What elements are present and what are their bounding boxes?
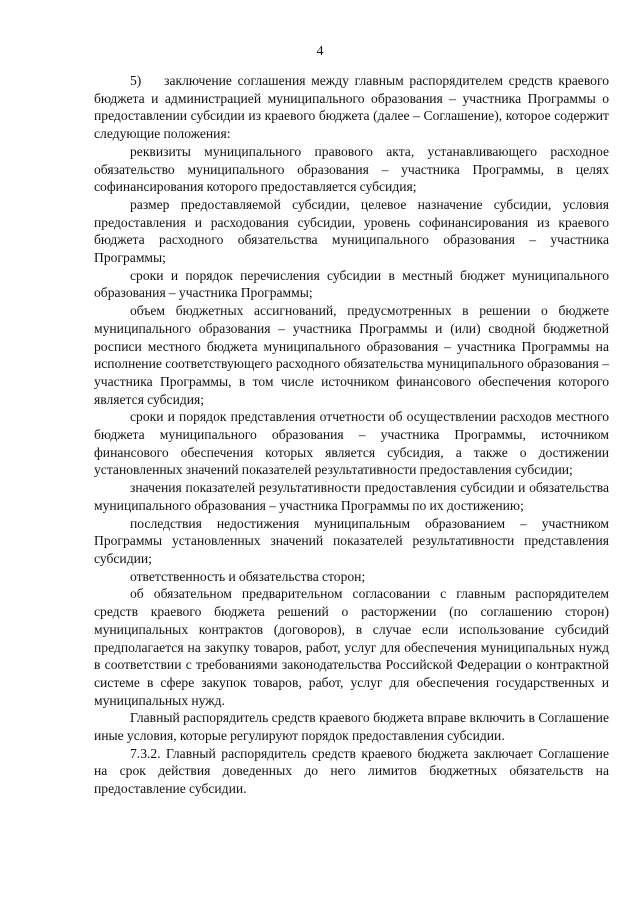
paragraph-conclusion-agreement: 5) заключение соглашения между главным распорядителем средств краевого бюджета и администрацией муниципального образования – участника Программы о предоставлении субсидии из краевого бюджета (далее – Соглашение), которое содержит следующие положения: [94,73,609,142]
paragraph-section-7-3-2: 7.3.2. Главный распорядитель средств краевого бюджета заключает Соглашение на срок действия доведенных до него лимитов бюджетных обязательств на предоставление субсидии. [94,745,609,797]
paragraph-reporting-terms: сроки и порядок представления отчетности об осуществлении расходов местного бюджета муниципального образования – участника Программы, источником финансового обеспечения которых является субсидия, а также о достижении установленных значений показателей результативности предоставления субсидии; [94,409,609,478]
paragraph-other-conditions: Главный распорядитель средств краевого бюджета вправе включить в Соглашение иные условия, которые регулируют порядок предоставления субсидии. [94,710,609,744]
paragraph-budget-allocations: объем бюджетных ассигнований, предусмотренных в решении о бюджете муниципального образования – участника Программы и (или) сводной бюджетной росписи местного бюджета муниципального образования – участника Программы на исполнение соответствующего расходного обязательства муниципального образования – участника Программы, в том числе источником финансового обеспечения которого является субсидия; [94,303,609,407]
paragraph-subsidy-size: размер предоставляемой субсидии, целевое назначение субсидии, условия предоставления и расходования субсидии, уровень софинансирования из краевого бюджета расходного обязательства муниципального образования – участника Программы; [94,196,609,266]
document-body [94,72,609,798]
paragraph-legal-act-details: реквизиты муниципального правового акта, устанавливающего расходное обязательство муниципального образования – участника Программы, в целях софинансирования которого предоставляется субсидия; [94,143,609,195]
paragraph-responsibility: ответственность и обязательства сторон; [130,568,366,584]
paragraph-performance-values: значения показателей результативности предоставления субсидии и обязательства муниципального образования – участника Программы по их достижению; [94,480,609,513]
paragraph-prior-approval: об обязательном предварительном согласовании с главным распорядителем средств краевого бюджета решений о расторжении (по соглашению сторон) муниципальных контрактов (договоров), в случае если использование субсидий предполагается на закупку товаров, работ, услуг для обеспечения муниципальных нужд в соответствии с требованиями законодательства Российской Федерации о контрактной системе в сфере закупок товаров, работ, услуг для обеспечения государственных и муниципальных нужд. [94,586,609,708]
page-number: 4 [316,44,324,59]
paragraph-transfer-terms: сроки и порядок перечисления субсидии в местный бюджет муниципального образования – участника Программы; [94,267,609,301]
paragraph-non-achievement-consequences: последствия недостижения муниципальным образованием – участником Программы установленных значений показателей результативности представления субсидии; [94,515,609,566]
